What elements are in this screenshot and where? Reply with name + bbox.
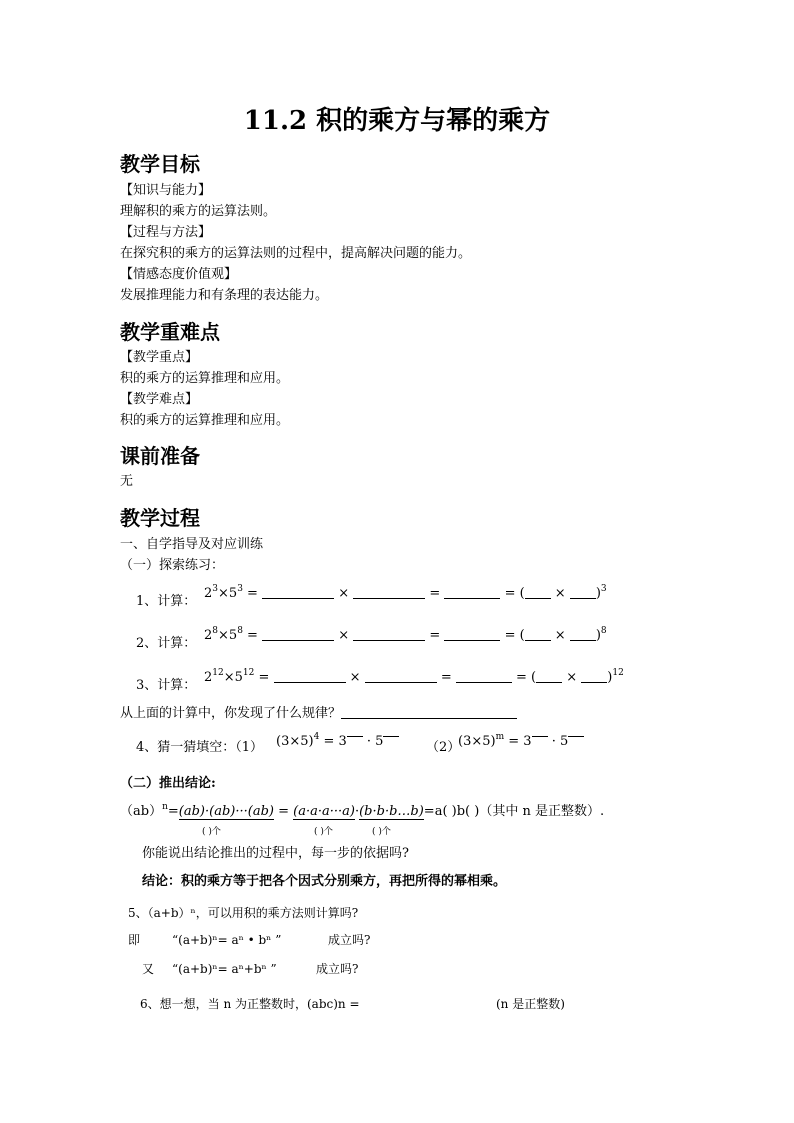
brace-note-3: ( )个 (372, 827, 391, 837)
q6: 6、想一想，当 n 为正整数时，(abc)n = (140, 997, 360, 1011)
goal-attitude-label: 【情感态度价值观】 (120, 267, 238, 282)
key-focus-text: 积的乘方的运算推理和应用。 (120, 371, 290, 386)
q4-expression-1: $(3\times 5)^4 = 3 \cdot 5$ (276, 730, 399, 749)
prep-text: 无 (120, 474, 134, 489)
goal-method-text: 在探究积的乘方的运算法则的过程中，提高解决问题的能力。 (120, 246, 472, 261)
q5b-question: 成立吗? (316, 962, 359, 976)
heading-process: 教学过程 (120, 506, 200, 530)
goal-knowledge-label: 【知识与能力】 (120, 183, 212, 198)
q4-part2-label: （2） (426, 740, 461, 755)
part1-title: 一、自学指导及对应训练 (120, 537, 264, 552)
q5b-expression: “(a+b)ⁿ= aⁿ+bⁿ ” (172, 962, 277, 976)
key-focus-label: 【教学重点】 (120, 350, 199, 365)
goal-knowledge-text: 理解积的乘方的运算法则。 (120, 204, 277, 219)
q5: 5、（a+b）ⁿ，可以用积的乘方法则计算吗? (128, 906, 359, 920)
q4-expression-2: $(3\times 5)^m = 3 \cdot 5$ (458, 730, 584, 749)
brace-note-2: ( )个 (314, 827, 333, 837)
conclusion: 结论：积的乘方等于把各个因式分别乘方，再把所得的幂相乘。 (142, 874, 507, 889)
heading-goals: 教学目标 (120, 152, 200, 176)
q1-label: 1、计算： (136, 594, 197, 609)
heading-key: 教学重难点 (120, 320, 220, 344)
page-title: 11.2 积的乘方与幂的乘方 (243, 106, 551, 136)
q1-expression: $2^3\times 5^3$ = × = = ( × )$^3$ (204, 584, 607, 601)
q5b-prefix: 又 (142, 962, 155, 976)
q3-expression: $2^{12}\times 5^{12}$ = × = = ( × )$^{12}$ (204, 668, 624, 685)
derivation-step-3: (b·b·b…b) (359, 804, 424, 819)
heading-prep: 课前准备 (120, 444, 200, 468)
derivation-step-1: (ab)·(ab)···(ab) (178, 804, 274, 819)
derivation-step-2: (a·a·a···a) (293, 804, 355, 819)
q4-label: 4、猜一猜填空：（1） (136, 740, 264, 755)
q5a-prefix: 即 (128, 933, 141, 947)
brace-note-1: ( )个 (202, 827, 221, 837)
ask-basis: 你能说出结论推出的过程中，每一步的依据吗? (142, 846, 409, 861)
q3-label: 3、计算： (136, 678, 197, 693)
key-difficulty-label: 【教学难点】 (120, 392, 199, 407)
q2-expression: $2^8\times 5^8$ = × = = ( × )$^8$ (204, 626, 607, 643)
derivation: （ab）$^n$=(ab)·(ab)···(ab) = (a·a·a···a)·(b·b·b…b)=a( )b( )（其中 n 是正整数）. (120, 802, 605, 819)
goal-method-label: 【过程与方法】 (120, 225, 212, 240)
goal-attitude-text: 发展推理能力和有条理的表达能力。 (120, 288, 329, 303)
sub1-title: （一）探索练习： (120, 558, 225, 573)
q5a-question: 成立吗? (328, 933, 371, 947)
q6-note: (n 是正整数) (496, 997, 565, 1011)
key-difficulty-text: 积的乘方的运算推理和应用。 (120, 413, 290, 428)
q2-label: 2、计算： (136, 636, 197, 651)
q5a-expression: “(a+b)ⁿ= aⁿ • bⁿ ” (172, 933, 282, 947)
rule-question: 从上面的计算中，你发现了什么规律？ (120, 704, 517, 724)
sub2-title: （二）推出结论: (120, 776, 216, 791)
